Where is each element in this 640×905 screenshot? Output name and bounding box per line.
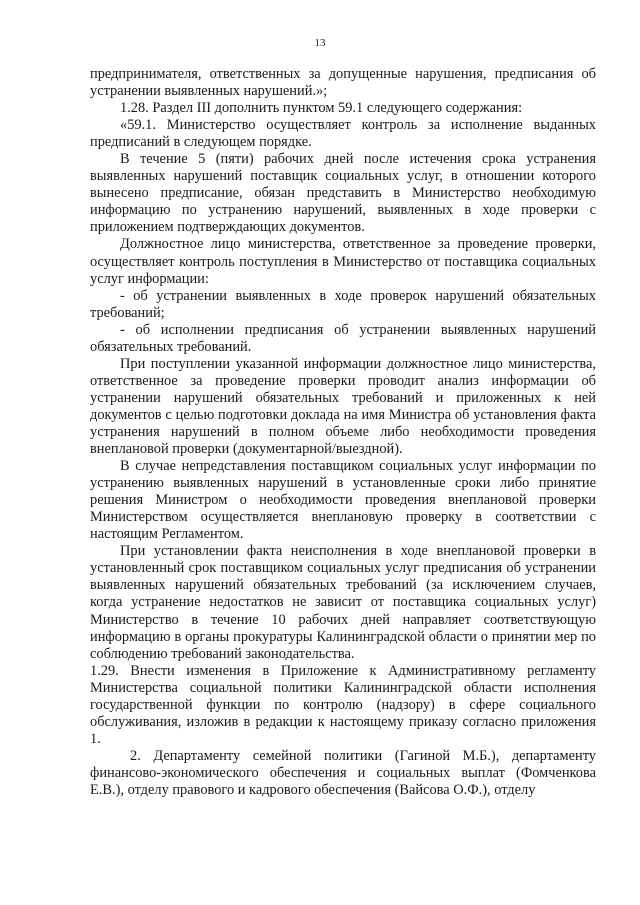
- paragraph: При поступлении указанной информации должностное лицо министерства, ответственное за проведение проверки проводит анализ информации об устранении нарушений обязательных требований и приложенных к ней документов с целью подготовки доклада на имя Министра об установления факта устранения нарушений в полном объеме либо необходимости проведения внеплановой проверки (документарной/выездной).: [90, 355, 596, 458]
- paragraph: 1.28. Раздел III дополнить пунктом 59.1 следующего содержания:: [120, 100, 523, 117]
- paragraph: При установлении факта неисполнения в ходе внеплановой проверки в установленный срок поставщиком социальных услуг предписания об устранении выявленных нарушений обязательных требований (за исключением случаев, когда устранение недостатков не зависит от поставщика социальных услуг) Министерство в течение 10 рабочих дней направляет соответствующую информацию в органы прокуратуры Калининградской области о принятии мер по соблюдению требований законодательства.: [90, 543, 596, 662]
- paragraph: предпринимателя, ответственных за допущенные нарушения, предписания об устранении выявленных нарушений.»;: [90, 66, 596, 100]
- paragraph: 2. Департаменту семейной политики (Гагиной М.Б.), департаменту финансово-экономического обеспечения и социальных выплат (Фомченкова Е.В.), отделу правового и кадрового обеспечения (Вайсова О.Ф.), отделу: [90, 747, 596, 798]
- paragraph: В течение 5 (пяти) рабочих дней после истечения срока устранения выявленных нарушений поставщик социальных услуг, в отношении которого вынесено предписание, обязан представить в Министерство необходимую информацию по устранению нарушений, выявленных в ходе проверки с приложением подтверждающих документов.: [90, 151, 596, 236]
- document-body: [90, 66, 596, 799]
- list-item: - об исполнении предписания об устранении выявленных нарушений обязательных требований.: [90, 321, 596, 355]
- list-item: - об устранении выявленных в ходе проверок нарушений обязательных требований;: [90, 287, 596, 321]
- page-number: 13: [314, 37, 326, 49]
- paragraph: 1.29. Внести изменения в Приложение к Административному регламенту Министерства социальной политики Калининградской области исполнения государственной функции по контролю (надзору) в сфере социального обслуживания, изложив в редакции к настоящему приказу согласно приложения 1.: [90, 662, 596, 747]
- paragraph: «59.1. Министерство осуществляет контроль за исполнение выданных предписаний в следующем порядке.: [90, 117, 596, 151]
- paragraph: В случае непредставления поставщиком социальных услуг информации по устранению выявленных нарушений в установленные сроки либо принятие решения Министром о необходимости проведения внеплановой проверки Министерством осуществляется внеплановую проверку в соответствии с настоящим Регламентом.: [90, 458, 596, 543]
- paragraph: Должностное лицо министерства, ответственное за проведение проверки, осуществляет контроль поступления в Министерство от поставщика социальных услуг информации:: [90, 236, 596, 287]
